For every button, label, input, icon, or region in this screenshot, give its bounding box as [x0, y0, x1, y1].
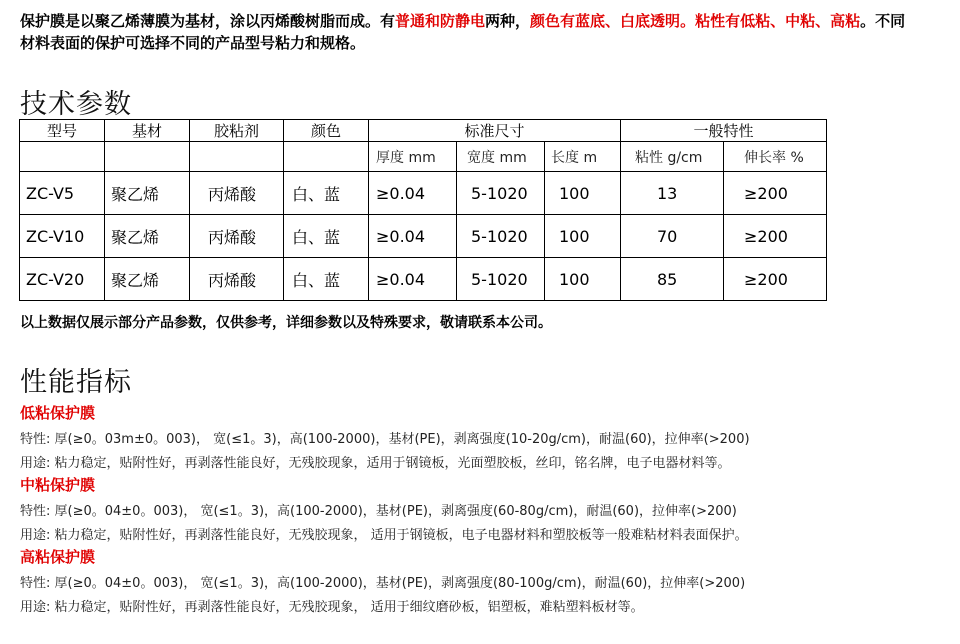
subheader-length: 长度 m: [545, 142, 621, 172]
cell-elongation: ≥200: [724, 215, 827, 258]
header-general: 一般特性: [621, 120, 827, 142]
performance-heading: 性能指标: [20, 367, 132, 398]
subheader-empty: [105, 142, 190, 172]
header-model: 型号: [20, 120, 105, 142]
table-header-row: [20, 120, 827, 142]
usage-line-medium-tack: 用途: 粘力稳定，贴附性好，再剥落性能良好，无残胶现象， 适用于钢镜板，电子电器材料和塑胶板等一般难粘材料表面保护。: [20, 528, 748, 543]
cell-adhesive: 丙烯酸: [190, 258, 284, 301]
intro-text-1: 保护膜是以聚乙烯薄膜为基材，涂以丙烯酸树脂而成。有: [20, 12, 396, 30]
cell-length: 100: [545, 172, 621, 215]
cell-elongation: ≥200: [724, 258, 827, 301]
section-title-low-tack: 低粘保护膜: [20, 404, 96, 422]
intro-paragraph: [20, 10, 920, 54]
table-row: [20, 172, 827, 215]
table-row: [20, 215, 827, 258]
header-base: 基材: [105, 120, 190, 142]
cell-thickness: ≥0.04: [369, 215, 457, 258]
table-note: 以上数据仅展示部分产品参数，仅供参考，详细参数以及特殊要求，敬请联系本公司。: [20, 315, 552, 331]
header-std-size: 标准尺寸: [369, 120, 621, 142]
intro-highlight-types: 普通和防静电: [395, 12, 486, 30]
cell-elongation: ≥200: [724, 172, 827, 215]
cell-tack: 13: [621, 172, 724, 215]
subheader-elongation: 伸长率 %: [724, 142, 827, 172]
spec-table: [19, 119, 827, 301]
subheader-width: 宽度 mm: [457, 142, 545, 172]
section-title-high-tack: 高粘保护膜: [20, 548, 96, 566]
cell-length: 100: [545, 215, 621, 258]
section-title-medium-tack: 中粘保护膜: [20, 476, 96, 494]
intro-text-3: 。: [680, 12, 696, 30]
cell-tack: 85: [621, 258, 724, 301]
header-adhesive: 胶粘剂: [190, 120, 284, 142]
intro-text-4: 。不同材料表面的保护可选择不同的产品型号粘力和规格。: [20, 12, 906, 52]
cell-adhesive: 丙烯酸: [190, 172, 284, 215]
subheader-empty: [20, 142, 105, 172]
cell-width: 5-1020: [457, 258, 545, 301]
usage-line-high-tack: 用途: 粘力稳定，贴附性好，再剥落性能良好，无残胶现象， 适用于细纹磨砂板，铝塑板，难粘塑料板材等。: [20, 600, 644, 615]
cell-thickness: ≥0.04: [369, 172, 457, 215]
cell-base: 聚乙烯: [105, 258, 190, 301]
intro-text-2: 两种，: [485, 12, 531, 30]
cell-base: 聚乙烯: [105, 215, 190, 258]
cell-color: 白、蓝: [284, 215, 369, 258]
subheader-empty: [190, 142, 284, 172]
feature-line-high-tack: 特性: 厚(≥0。04±0。003)， 宽(≤1。3)，高(100-2000)，基材(PE)，剥离强度(80-100g/cm)，耐温(60)，拉伸率(>200): [20, 576, 746, 591]
cell-model: ZC-V10: [20, 215, 105, 258]
usage-line-low-tack: 用途: 粘力稳定，贴附性好，再剥落性能良好，无残胶现象，适用于钢镜板，光面塑胶板，丝印，铭名牌，电子电器材料等。: [20, 456, 731, 471]
cell-color: 白、蓝: [284, 258, 369, 301]
cell-length: 100: [545, 258, 621, 301]
tech-heading: 技术参数: [20, 89, 132, 120]
table-subheader-row: [20, 142, 827, 172]
cell-model: ZC-V5: [20, 172, 105, 215]
intro-highlight-tack: 粘性有低粘、中粘、高粘: [695, 12, 861, 30]
feature-line-low-tack: 特性: 厚(≥0。03m±0。003)， 宽(≤1。3)，高(100-2000)，基材(PE)，剥离强度(10-20g/cm)，耐温(60)，拉伸率(>200): [20, 432, 750, 447]
cell-base: 聚乙烯: [105, 172, 190, 215]
intro-highlight-colors: 颜色有蓝底、白底透明: [530, 12, 681, 30]
cell-width: 5-1020: [457, 215, 545, 258]
cell-thickness: ≥0.04: [369, 258, 457, 301]
cell-color: 白、蓝: [284, 172, 369, 215]
table-row: [20, 258, 827, 301]
subheader-empty: [284, 142, 369, 172]
cell-adhesive: 丙烯酸: [190, 215, 284, 258]
feature-line-medium-tack: 特性: 厚(≥0。04±0。003)， 宽(≤1。3)，高(100-2000)，基材(PE)，剥离强度(60-80g/cm)，耐温(60)，拉伸率(>200): [20, 504, 737, 519]
cell-model: ZC-V20: [20, 258, 105, 301]
subheader-tack: 粘性 g/cm: [621, 142, 724, 172]
header-color: 颜色: [284, 120, 369, 142]
subheader-thickness: 厚度 mm: [369, 142, 457, 172]
cell-tack: 70: [621, 215, 724, 258]
cell-width: 5-1020: [457, 172, 545, 215]
